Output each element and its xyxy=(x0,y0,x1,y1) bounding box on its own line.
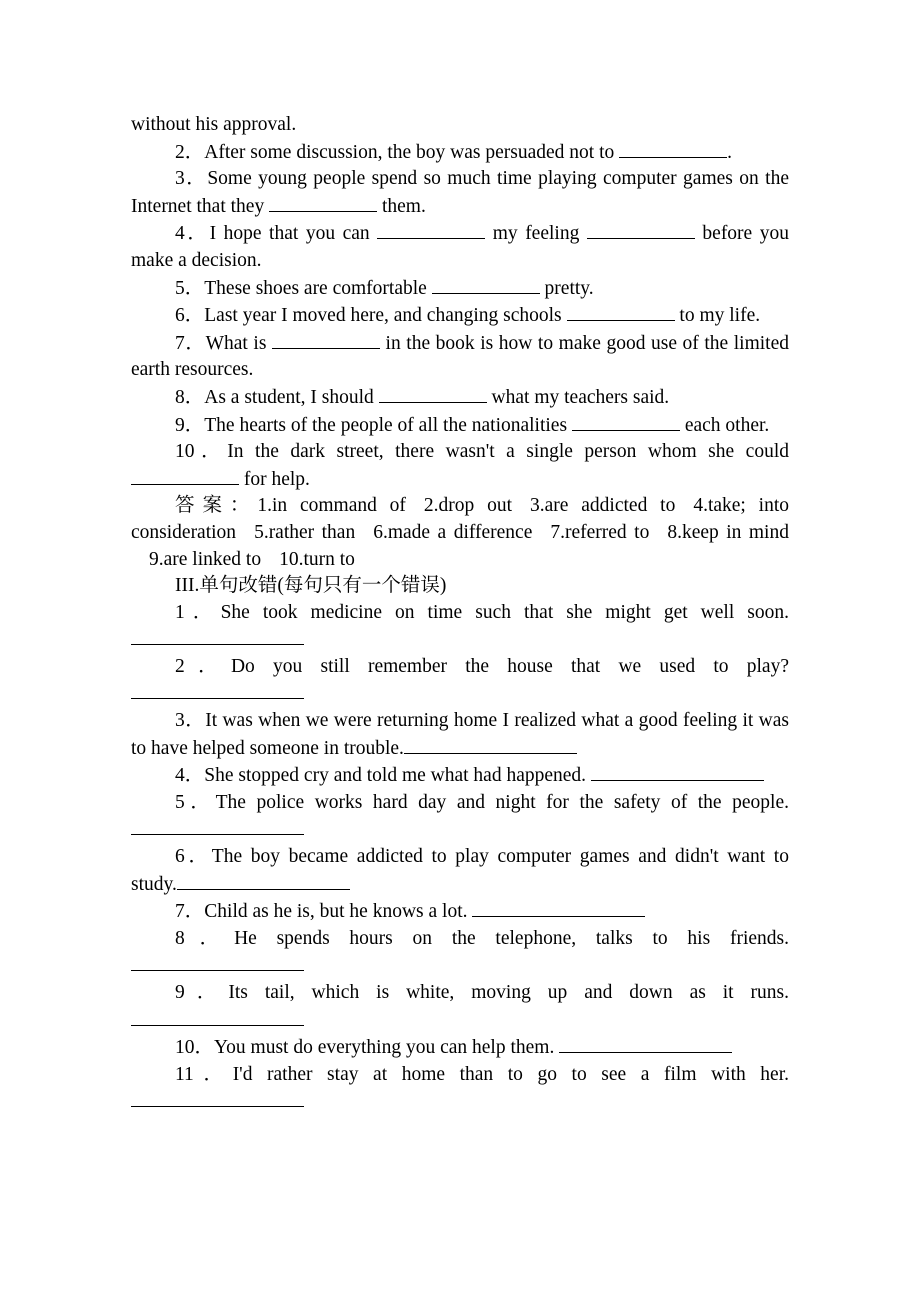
correction-item-1: 1．She took medicine on time such that she might get well soon. xyxy=(131,600,789,654)
answer-key: 答案：1.in command of 2.drop out 3.are addicted to 4.take; into consideration 5.rather than 6.made a difference 7.referred to 8.keep in mind9.are linked to 10.turn to xyxy=(131,495,790,570)
correction-item-3: 3．It was when we were returning home I realized what a good feeling it was to have helped someone in trouble. xyxy=(131,710,789,759)
correction-item-9: 9．Its tail, which is white, moving up and down as it runs. xyxy=(131,980,789,1034)
answer-blank[interactable] xyxy=(177,871,350,890)
answer-blank[interactable] xyxy=(131,626,304,645)
fill-item-8: 8．As a student, I should what my teachers said. xyxy=(131,384,789,412)
answer-blank[interactable] xyxy=(472,898,645,917)
fill-item-9: 9．The hearts of the people of all the nationalities each other. xyxy=(131,412,789,440)
blank[interactable] xyxy=(567,302,675,321)
answer-blank[interactable] xyxy=(131,680,304,699)
answer-blank[interactable] xyxy=(131,952,304,971)
answer-blank[interactable] xyxy=(131,1088,304,1107)
correction-item-4: 4．She stopped cry and told me what had happened. xyxy=(131,762,789,790)
fill-item-5: 5．These shoes are comfortable pretty. xyxy=(131,275,789,303)
correction-item-7: 7．Child as he is, but he knows a lot. xyxy=(131,898,789,926)
blank[interactable] xyxy=(272,330,380,349)
blank[interactable] xyxy=(432,275,540,294)
answer-blank[interactable] xyxy=(559,1034,732,1053)
correction-item-2: 2．Do you still remember the house that we used to play? xyxy=(131,654,789,708)
fill-item-4: 4．I hope that you can my feeling before you make a decision. xyxy=(131,220,789,274)
correction-item-6: 6．The boy became addicted to play computer games and didn't want to study. xyxy=(131,846,789,895)
answer-blank[interactable] xyxy=(131,816,304,835)
blank[interactable] xyxy=(619,139,727,158)
blank[interactable] xyxy=(269,193,377,212)
blank[interactable] xyxy=(377,220,485,239)
document-page xyxy=(131,112,789,1116)
blank[interactable] xyxy=(131,466,239,485)
blank[interactable] xyxy=(572,412,680,431)
blank[interactable] xyxy=(379,384,487,403)
fill-item-2: 2．After some discussion, the boy was persuaded not to . xyxy=(131,139,789,167)
blank[interactable] xyxy=(587,220,695,239)
answer-blank[interactable] xyxy=(131,1007,304,1026)
answer-blank[interactable] xyxy=(591,762,764,781)
correction-item-10: 10．You must do everything you can help them. xyxy=(131,1034,789,1062)
section-heading: III.单句改错(每句只有一个错误) xyxy=(175,575,447,597)
correction-item-11: 11．I'd rather stay at home than to go to see a film with her. xyxy=(131,1062,789,1116)
fill-item-6: 6．Last year I moved here, and changing schools to my life. xyxy=(131,302,789,330)
answer-blank[interactable] xyxy=(404,735,577,754)
fill-item-7: 7．What is in the book is how to make good use of the limited earth resources. xyxy=(131,330,789,384)
correction-item-5: 5．The police works hard day and night for the safety of the people. xyxy=(131,790,789,844)
fill-item-3: 3．Some young people spend so much time playing computer games on the Internet that they them. xyxy=(131,168,789,217)
fill-item-10: 10．In the dark street, there wasn't a single person whom she could for help. xyxy=(131,439,789,493)
correction-item-8: 8．He spends hours on the telephone, talks to his friends. xyxy=(131,926,789,980)
continuation-line: without his approval. xyxy=(131,114,297,135)
